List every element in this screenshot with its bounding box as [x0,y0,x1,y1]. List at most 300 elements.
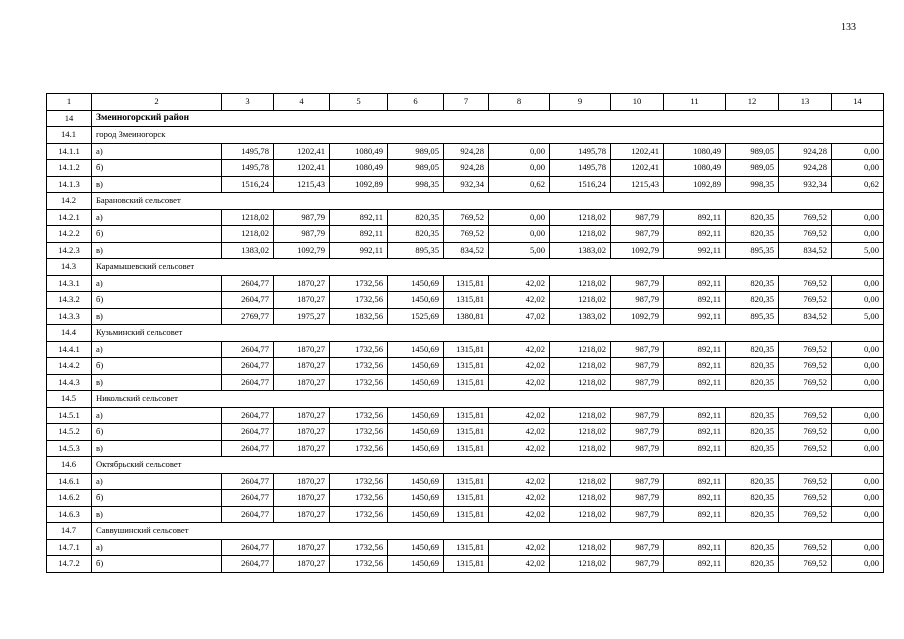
value-cell: 1450,69 [388,440,444,457]
value-cell: 1218,02 [550,275,611,292]
value-cell: 987,79 [611,407,664,424]
value-cell: 1215,43 [611,176,664,193]
table-row [47,424,884,441]
value-cell: 1450,69 [388,292,444,309]
value-cell: 0,00 [832,292,884,309]
section-name: Кузьминский сельсовет [92,325,884,342]
value-cell: 1092,79 [611,308,664,325]
column-number: 1 [47,94,92,111]
value-cell: 2604,77 [222,407,274,424]
table-row [47,539,884,556]
value-cell: 1218,02 [550,209,611,226]
district-code: 14 [47,110,92,127]
value-cell: 42,02 [489,358,550,375]
section-name: Карамышевский сельсовет [92,259,884,276]
value-cell: 1202,41 [611,160,664,177]
value-cell: 924,28 [444,160,489,177]
column-number-row [47,94,884,111]
section-row [47,127,884,144]
section-code: 14.5 [47,391,92,408]
value-cell: 1516,24 [222,176,274,193]
table-row [47,358,884,375]
table-row [47,143,884,160]
value-cell: 892,11 [664,440,726,457]
row-label: а) [92,143,222,160]
value-cell: 0,00 [832,209,884,226]
table-row [47,242,884,259]
value-cell: 820,35 [726,490,779,507]
value-cell: 1218,02 [550,490,611,507]
value-cell: 769,52 [444,209,489,226]
value-cell: 0,00 [489,209,550,226]
value-cell: 1870,27 [274,341,330,358]
table-row [47,473,884,490]
value-cell: 769,52 [779,374,832,391]
value-cell: 892,11 [664,506,726,523]
value-cell: 2604,77 [222,374,274,391]
value-cell: 42,02 [489,506,550,523]
section-code: 14.2 [47,193,92,210]
value-cell: 42,02 [489,275,550,292]
value-cell: 1732,56 [330,374,388,391]
value-cell: 769,52 [779,490,832,507]
value-cell: 1732,56 [330,424,388,441]
value-cell: 1080,49 [330,160,388,177]
value-cell: 42,02 [489,407,550,424]
value-cell: 769,52 [779,556,832,573]
value-cell: 1870,27 [274,374,330,391]
column-number: 11 [664,94,726,111]
value-cell: 1315,81 [444,539,489,556]
row-code: 14.1.2 [47,160,92,177]
row-label: б) [92,292,222,309]
value-cell: 2604,77 [222,275,274,292]
value-cell: 892,11 [664,226,726,243]
value-cell: 1315,81 [444,473,489,490]
value-cell: 1080,49 [664,160,726,177]
value-cell: 1218,02 [550,556,611,573]
row-code: 14.7.1 [47,539,92,556]
value-cell: 1315,81 [444,374,489,391]
value-cell: 2604,77 [222,556,274,573]
value-cell: 987,79 [611,341,664,358]
section-name: Никольский сельсовет [92,391,884,408]
value-cell: 2604,77 [222,358,274,375]
value-cell: 1315,81 [444,440,489,457]
value-cell: 0,00 [489,226,550,243]
section-code: 14.3 [47,259,92,276]
tariff-table [46,93,884,573]
value-cell: 1525,69 [388,308,444,325]
value-cell: 2604,77 [222,341,274,358]
value-cell: 5,00 [832,308,884,325]
value-cell: 1218,02 [222,209,274,226]
row-label: б) [92,358,222,375]
value-cell: 1732,56 [330,407,388,424]
row-code: 14.5.3 [47,440,92,457]
value-cell: 1450,69 [388,490,444,507]
row-code: 14.4.1 [47,341,92,358]
row-code: 14.2.1 [47,209,92,226]
value-cell: 1218,02 [550,292,611,309]
row-code: 14.7.2 [47,556,92,573]
row-label: в) [92,242,222,259]
value-cell: 892,11 [330,226,388,243]
value-cell: 892,11 [664,209,726,226]
value-cell: 1516,24 [550,176,611,193]
value-cell: 987,79 [611,424,664,441]
value-cell: 0,00 [832,275,884,292]
value-cell: 769,52 [779,358,832,375]
value-cell: 987,79 [611,275,664,292]
value-cell: 892,11 [664,556,726,573]
value-cell: 987,79 [274,226,330,243]
value-cell: 895,35 [726,308,779,325]
value-cell: 1202,41 [274,143,330,160]
value-cell: 0,62 [832,176,884,193]
value-cell: 2604,77 [222,539,274,556]
row-code: 14.3.1 [47,275,92,292]
table-row [47,374,884,391]
row-label: б) [92,490,222,507]
value-cell: 987,79 [611,374,664,391]
value-cell: 1450,69 [388,473,444,490]
section-row [47,193,884,210]
value-cell: 42,02 [489,556,550,573]
value-cell: 987,79 [611,506,664,523]
value-cell: 892,11 [664,473,726,490]
column-number: 9 [550,94,611,111]
value-cell: 769,52 [779,275,832,292]
value-cell: 820,35 [726,556,779,573]
value-cell: 1732,56 [330,358,388,375]
value-cell: 1380,81 [444,308,489,325]
value-cell: 895,35 [726,242,779,259]
value-cell: 1450,69 [388,539,444,556]
section-code: 14.4 [47,325,92,342]
value-cell: 1870,27 [274,506,330,523]
value-cell: 0,00 [832,358,884,375]
value-cell: 1092,79 [274,242,330,259]
value-cell: 1450,69 [388,358,444,375]
value-cell: 769,52 [779,506,832,523]
table-row [47,556,884,573]
row-code: 14.6.2 [47,490,92,507]
value-cell: 820,35 [388,209,444,226]
row-code: 14.4.3 [47,374,92,391]
section-row [47,523,884,540]
section-code: 14.6 [47,457,92,474]
value-cell: 892,11 [664,341,726,358]
table-row [47,490,884,507]
value-cell: 820,35 [726,209,779,226]
table-row [47,292,884,309]
column-number: 14 [832,94,884,111]
value-cell: 992,11 [664,242,726,259]
value-cell: 1315,81 [444,292,489,309]
value-cell: 47,02 [489,308,550,325]
value-cell: 1315,81 [444,358,489,375]
value-cell: 820,35 [388,226,444,243]
value-cell: 1450,69 [388,556,444,573]
value-cell: 1218,02 [550,407,611,424]
value-cell: 1732,56 [330,473,388,490]
value-cell: 1495,78 [550,160,611,177]
section-row [47,457,884,474]
value-cell: 0,00 [489,160,550,177]
row-label: б) [92,160,222,177]
value-cell: 1315,81 [444,506,489,523]
value-cell: 0,00 [832,424,884,441]
district-row [47,110,884,127]
value-cell: 1315,81 [444,275,489,292]
row-label: в) [92,506,222,523]
row-code: 14.3.2 [47,292,92,309]
section-name: город Змеиногорск [92,127,884,144]
value-cell: 0,00 [832,490,884,507]
value-cell: 1450,69 [388,374,444,391]
value-cell: 1870,27 [274,358,330,375]
value-cell: 820,35 [726,407,779,424]
value-cell: 2604,77 [222,440,274,457]
row-code: 14.6.1 [47,473,92,490]
value-cell: 0,62 [489,176,550,193]
value-cell: 1450,69 [388,341,444,358]
value-cell: 0,00 [832,226,884,243]
value-cell: 892,11 [330,209,388,226]
section-name: Октябрьский сельсовет [92,457,884,474]
row-code: 14.5.2 [47,424,92,441]
value-cell: 1870,27 [274,292,330,309]
value-cell: 992,11 [330,242,388,259]
value-cell: 820,35 [726,358,779,375]
column-number: 5 [330,94,388,111]
value-cell: 1218,02 [550,358,611,375]
row-code: 14.5.1 [47,407,92,424]
value-cell: 820,35 [726,374,779,391]
value-cell: 820,35 [726,539,779,556]
value-cell: 1495,78 [222,160,274,177]
value-cell: 1092,89 [664,176,726,193]
value-cell: 42,02 [489,539,550,556]
value-cell: 820,35 [726,424,779,441]
value-cell: 892,11 [664,292,726,309]
value-cell: 0,00 [832,407,884,424]
value-cell: 987,79 [611,209,664,226]
value-cell: 1495,78 [550,143,611,160]
value-cell: 989,05 [726,143,779,160]
value-cell: 1870,27 [274,490,330,507]
value-cell: 892,11 [664,275,726,292]
section-name: Барановский сельсовет [92,193,884,210]
row-label: б) [92,424,222,441]
row-code: 14.2.3 [47,242,92,259]
value-cell: 0,00 [832,374,884,391]
value-cell: 1215,43 [274,176,330,193]
value-cell: 987,79 [611,226,664,243]
section-row [47,391,884,408]
value-cell: 1092,79 [611,242,664,259]
row-label: в) [92,308,222,325]
value-cell: 1732,56 [330,341,388,358]
value-cell: 2604,77 [222,490,274,507]
value-cell: 1732,56 [330,490,388,507]
value-cell: 924,28 [779,143,832,160]
column-number: 3 [222,94,274,111]
value-cell: 1080,49 [664,143,726,160]
value-cell: 1870,27 [274,275,330,292]
value-cell: 987,79 [611,292,664,309]
row-label: а) [92,407,222,424]
value-cell: 1218,02 [550,374,611,391]
value-cell: 1202,41 [611,143,664,160]
value-cell: 1218,02 [222,226,274,243]
value-cell: 2604,77 [222,506,274,523]
value-cell: 1383,02 [222,242,274,259]
value-cell: 2604,77 [222,292,274,309]
value-cell: 987,79 [274,209,330,226]
value-cell: 1870,27 [274,539,330,556]
value-cell: 2769,77 [222,308,274,325]
value-cell: 1732,56 [330,292,388,309]
value-cell: 42,02 [489,424,550,441]
value-cell: 987,79 [611,440,664,457]
column-number: 4 [274,94,330,111]
value-cell: 987,79 [611,358,664,375]
table-row [47,209,884,226]
value-cell: 0,00 [489,143,550,160]
value-cell: 769,52 [779,341,832,358]
value-cell: 1383,02 [550,242,611,259]
value-cell: 989,05 [388,160,444,177]
value-cell: 834,52 [779,242,832,259]
value-cell: 1315,81 [444,424,489,441]
value-cell: 1870,27 [274,407,330,424]
value-cell: 1450,69 [388,407,444,424]
table-row [47,506,884,523]
row-label: а) [92,209,222,226]
value-cell: 1732,56 [330,275,388,292]
value-cell: 5,00 [489,242,550,259]
row-code: 14.2.2 [47,226,92,243]
column-number: 6 [388,94,444,111]
value-cell: 1202,41 [274,160,330,177]
row-label: б) [92,556,222,573]
value-cell: 820,35 [726,506,779,523]
value-cell: 987,79 [611,539,664,556]
row-label: а) [92,275,222,292]
row-label: б) [92,226,222,243]
section-row [47,325,884,342]
value-cell: 1450,69 [388,275,444,292]
value-cell: 834,52 [444,242,489,259]
value-cell: 1450,69 [388,424,444,441]
table-row [47,308,884,325]
value-cell: 5,00 [832,242,884,259]
value-cell: 820,35 [726,473,779,490]
value-cell: 892,11 [664,374,726,391]
section-name: Саввушинский сельсовет [92,523,884,540]
value-cell: 895,35 [388,242,444,259]
value-cell: 42,02 [489,374,550,391]
page-number: 133 [841,22,856,33]
value-cell: 892,11 [664,358,726,375]
value-cell: 820,35 [726,440,779,457]
value-cell: 0,00 [832,440,884,457]
value-cell: 2604,77 [222,424,274,441]
value-cell: 1315,81 [444,407,489,424]
value-cell: 932,34 [444,176,489,193]
district-name: Змеиногорский район [92,110,884,127]
row-label: в) [92,374,222,391]
value-cell: 834,52 [779,308,832,325]
column-number: 10 [611,94,664,111]
value-cell: 1315,81 [444,556,489,573]
value-cell: 1870,27 [274,440,330,457]
value-cell: 42,02 [489,341,550,358]
section-code: 14.7 [47,523,92,540]
value-cell: 820,35 [726,275,779,292]
value-cell: 0,00 [832,506,884,523]
value-cell: 0,00 [832,539,884,556]
row-label: а) [92,539,222,556]
value-cell: 998,35 [726,176,779,193]
value-cell: 769,52 [779,424,832,441]
value-cell: 987,79 [611,490,664,507]
value-cell: 1383,02 [550,308,611,325]
value-cell: 1315,81 [444,490,489,507]
section-code: 14.1 [47,127,92,144]
value-cell: 1218,02 [550,440,611,457]
value-cell: 1732,56 [330,506,388,523]
value-cell: 2604,77 [222,473,274,490]
column-number: 8 [489,94,550,111]
column-number: 12 [726,94,779,111]
value-cell: 1832,56 [330,308,388,325]
value-cell: 892,11 [664,424,726,441]
table-row [47,440,884,457]
table-row [47,176,884,193]
value-cell: 0,00 [832,160,884,177]
value-cell: 1218,02 [550,473,611,490]
row-label: а) [92,341,222,358]
column-number: 2 [92,94,222,111]
value-cell: 1450,69 [388,506,444,523]
row-code: 14.3.3 [47,308,92,325]
value-cell: 1080,49 [330,143,388,160]
table-body [47,94,884,573]
value-cell: 998,35 [388,176,444,193]
value-cell: 769,52 [779,473,832,490]
row-label: в) [92,440,222,457]
value-cell: 820,35 [726,226,779,243]
value-cell: 0,00 [832,341,884,358]
value-cell: 769,52 [444,226,489,243]
value-cell: 892,11 [664,490,726,507]
value-cell: 0,00 [832,556,884,573]
value-cell: 1870,27 [274,556,330,573]
value-cell: 42,02 [489,490,550,507]
value-cell: 42,02 [489,473,550,490]
value-cell: 1732,56 [330,539,388,556]
section-row [47,259,884,276]
value-cell: 1870,27 [274,424,330,441]
value-cell: 42,02 [489,292,550,309]
column-number: 13 [779,94,832,111]
value-cell: 1092,89 [330,176,388,193]
value-cell: 1732,56 [330,440,388,457]
table-row [47,341,884,358]
